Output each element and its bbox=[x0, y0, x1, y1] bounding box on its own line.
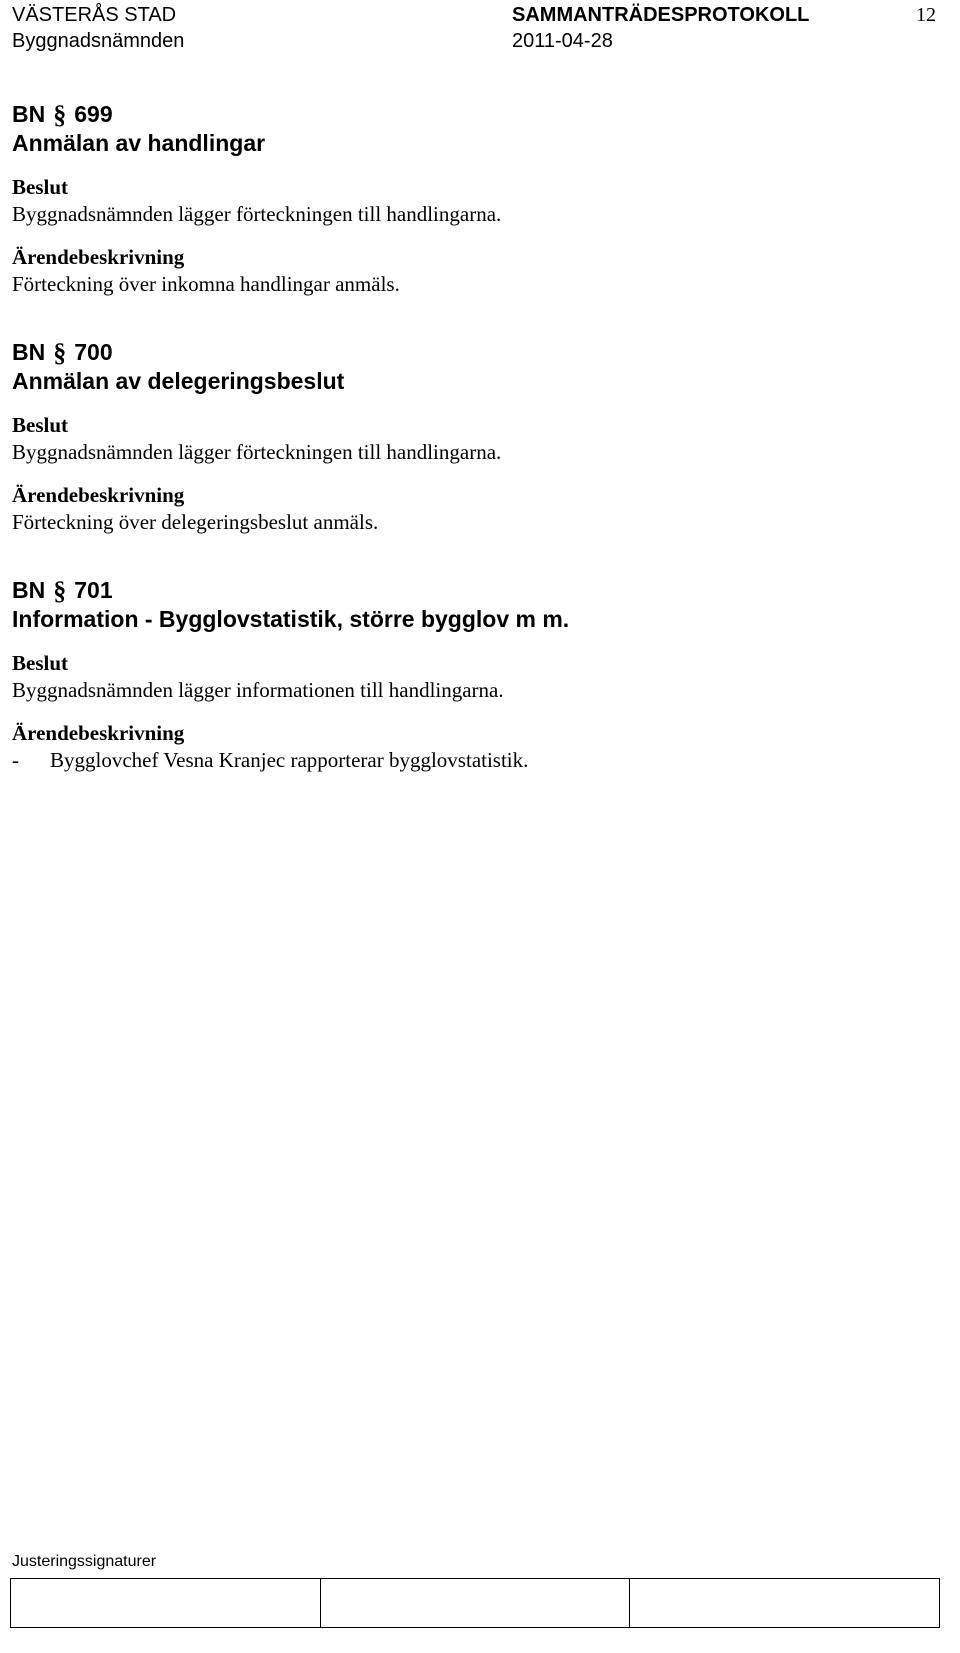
page-number: 12 bbox=[916, 4, 936, 26]
case-prefix: BN bbox=[12, 577, 46, 603]
case-number bbox=[12, 576, 932, 605]
case-title: Information - Bygglovstatistik, större bygglov m m. bbox=[12, 606, 570, 632]
document-type: SAMMANTRÄDESPROTOKOLL bbox=[512, 4, 810, 26]
case-title: Anmälan av delegeringsbeslut bbox=[12, 368, 345, 394]
signatures-label: Justeringssignaturer bbox=[12, 1553, 157, 1570]
section-sign-icon: § bbox=[53, 100, 67, 129]
case-number bbox=[12, 100, 932, 129]
description-heading: Ärendebeskrivning bbox=[12, 721, 185, 745]
organization-name: VÄSTERÅS STAD bbox=[12, 4, 177, 26]
signature-boxes bbox=[10, 1578, 940, 1628]
case-prefix: BN bbox=[12, 101, 46, 127]
committee-name: Byggnadsnämnden bbox=[12, 30, 185, 52]
case-number bbox=[12, 338, 932, 367]
signature-box bbox=[630, 1579, 939, 1627]
description-text: Bygglovchef Vesna Kranjec rapporterar bygglovstatistik. bbox=[50, 748, 529, 772]
meeting-date: 2011-04-28 bbox=[512, 30, 613, 52]
description-text: Förteckning över inkomna handlingar anmäls. bbox=[12, 272, 400, 296]
decision-heading: Beslut bbox=[12, 413, 69, 437]
description-heading: Ärendebeskrivning bbox=[12, 245, 185, 269]
signature-box bbox=[11, 1579, 321, 1627]
case-prefix: BN bbox=[12, 339, 46, 365]
case-number-value: 701 bbox=[74, 577, 113, 603]
signature-box bbox=[321, 1579, 631, 1627]
case-number-value: 699 bbox=[74, 101, 113, 127]
page-header bbox=[12, 2, 948, 54]
description-list-item bbox=[12, 747, 932, 774]
decision-text: Byggnadsnämnden lägger förteckningen till handlingarna. bbox=[12, 440, 502, 464]
protocol-body bbox=[12, 100, 932, 814]
case-section bbox=[12, 100, 932, 298]
decision-heading: Beslut bbox=[12, 651, 69, 675]
case-section bbox=[12, 338, 932, 536]
dash-bullet-icon: - bbox=[12, 748, 19, 772]
decision-text: Byggnadsnämnden lägger informationen till handlingarna. bbox=[12, 678, 504, 702]
case-title: Anmälan av handlingar bbox=[12, 130, 266, 156]
decision-text: Byggnadsnämnden lägger förteckningen till handlingarna. bbox=[12, 202, 502, 226]
case-section bbox=[12, 576, 932, 774]
description-text: Förteckning över delegeringsbeslut anmäls. bbox=[12, 510, 379, 534]
section-sign-icon: § bbox=[53, 338, 67, 367]
decision-heading: Beslut bbox=[12, 175, 69, 199]
section-sign-icon: § bbox=[53, 576, 67, 605]
description-heading: Ärendebeskrivning bbox=[12, 483, 185, 507]
case-number-value: 700 bbox=[74, 339, 113, 365]
